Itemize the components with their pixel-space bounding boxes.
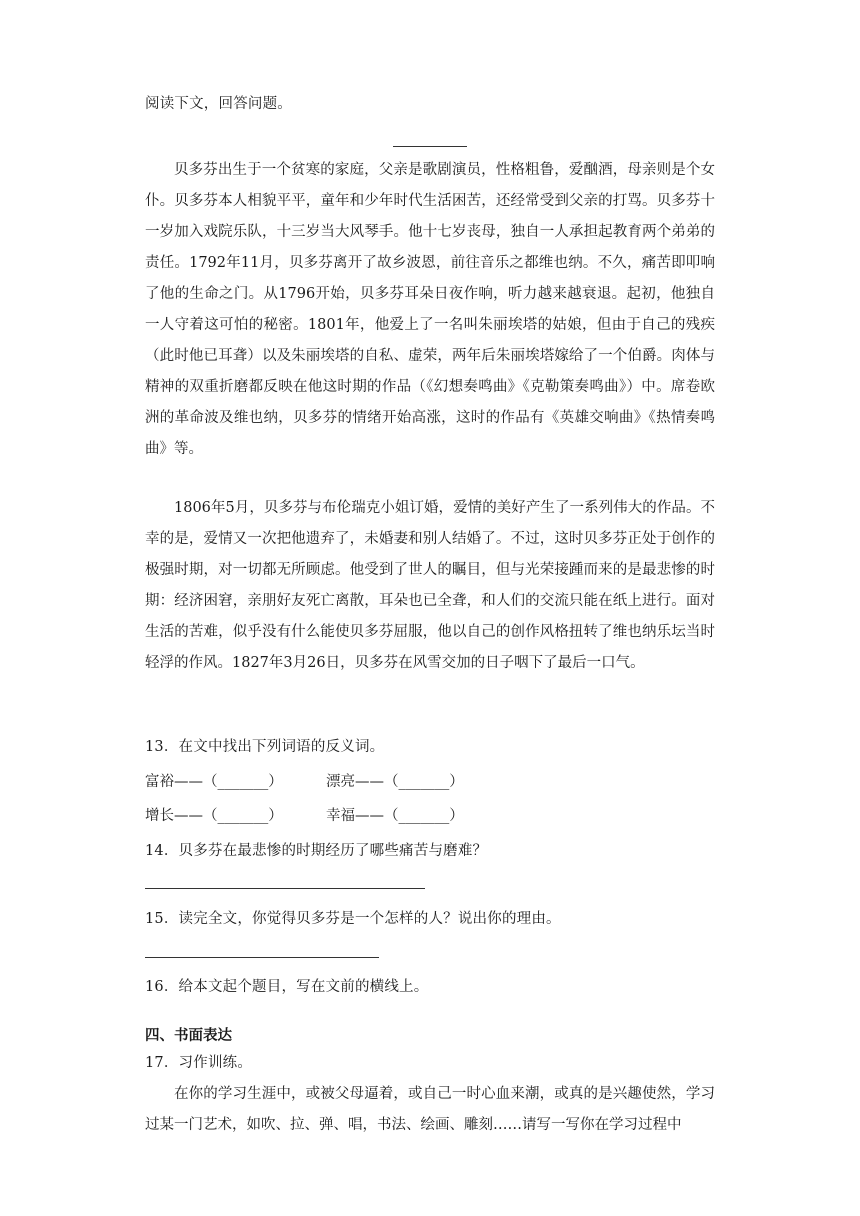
question-15: 15．读完全文，你觉得贝多芬是一个怎样的人？说出你的理由。	[145, 911, 561, 927]
answer-line-15	[145, 957, 379, 958]
question-17: 17．习作训练。	[145, 1055, 253, 1071]
question-17-prompt: 在你的学习生涯中，或被父母逼着，或自己一时心血来潮，或真的是兴趣使然，学习过某一门艺术，如吹、拉、弹、唱，书法、绘画、雕刻……请写一写你在学习过程中	[145, 1086, 715, 1133]
antonym-pair-2: 漂亮——（_______）	[326, 774, 464, 790]
reading-instruction: 阅读下文，回答问题。	[145, 96, 292, 112]
antonym-pair-4: 幸福——（_______）	[326, 808, 464, 824]
question-14: 14．贝多芬在最悲惨的时期经历了哪些痛苦与磨难？	[145, 843, 488, 859]
question-16: 16．给本文起个题目，写在文前的横线上。	[145, 979, 429, 995]
answer-line-14	[145, 888, 425, 889]
passage-paragraph-1: 贝多芬出生于一个贫寒的家庭，父亲是歌剧演员，性格粗鲁，爱酗酒，母亲则是个女仆。贝多芬本人相貌平平，童年和少年时代生活困苦，还经常受到父亲的打骂。贝多芬十一岁加入戏院乐队，十三岁当大风琴手。他十七岁丧母，独自一人承担起教育两个弟弟的责任。1792年11月，贝多芬离开了故乡波恩，前往音乐之都维也纳。不久，痛苦即叩响了他的生命之门。从1796开始，贝多芬耳朵日夜作响，听力越来越衰退。起初，他独自一人守着这可怕的秘密。1801年，他爱上了一名叫朱丽埃塔的姑娘，但由于自己的残疾（此时他已耳聋）以及朱丽埃塔的自私、虚荣，两年后朱丽埃塔嫁给了一个伯爵。肉体与精神的双重折磨都反映在他这时期的作品（《幻想奏鸣曲》《克勒策奏鸣曲》）中。席卷欧洲的革命波及维也纳，贝多芬的情绪开始高涨，这时的作品有《英雄交响曲》《热情奏鸣曲》等。	[145, 162, 715, 457]
antonym-pair-1: 富裕——（_______）	[145, 774, 283, 790]
section-heading-4: 四、书面表达	[145, 1027, 232, 1044]
question-13: 13．在文中找出下列词语的反义词。	[145, 739, 385, 755]
title-blank-line	[393, 146, 467, 147]
passage-paragraph-2: 1806年5月，贝多芬与布伦瑞克小姐订婚，爱情的美好产生了一系列伟大的作品。不幸的是，爱情又一次把他遗弃了，未婚妻和别人结婚了。不过，这时贝多芬正处于创作的极强时期，对一切都无所顾虑。他受到了世人的瞩目，但与光荣接踵而来的是最悲惨的时期：经济困窘，亲朋好友死亡离散，耳朵也已全聋，和人们的交流只能在纸上进行。面对生活的苦难，似乎没有什么能使贝多芬屈服，他以自己的创作风格扭转了维也纳乐坛当时轻浮的作风。1827年3月26日，贝多芬在风雪交加的日子咽下了最后一口气。	[145, 500, 715, 671]
antonym-pair-3: 增长——（_______）	[145, 808, 283, 824]
